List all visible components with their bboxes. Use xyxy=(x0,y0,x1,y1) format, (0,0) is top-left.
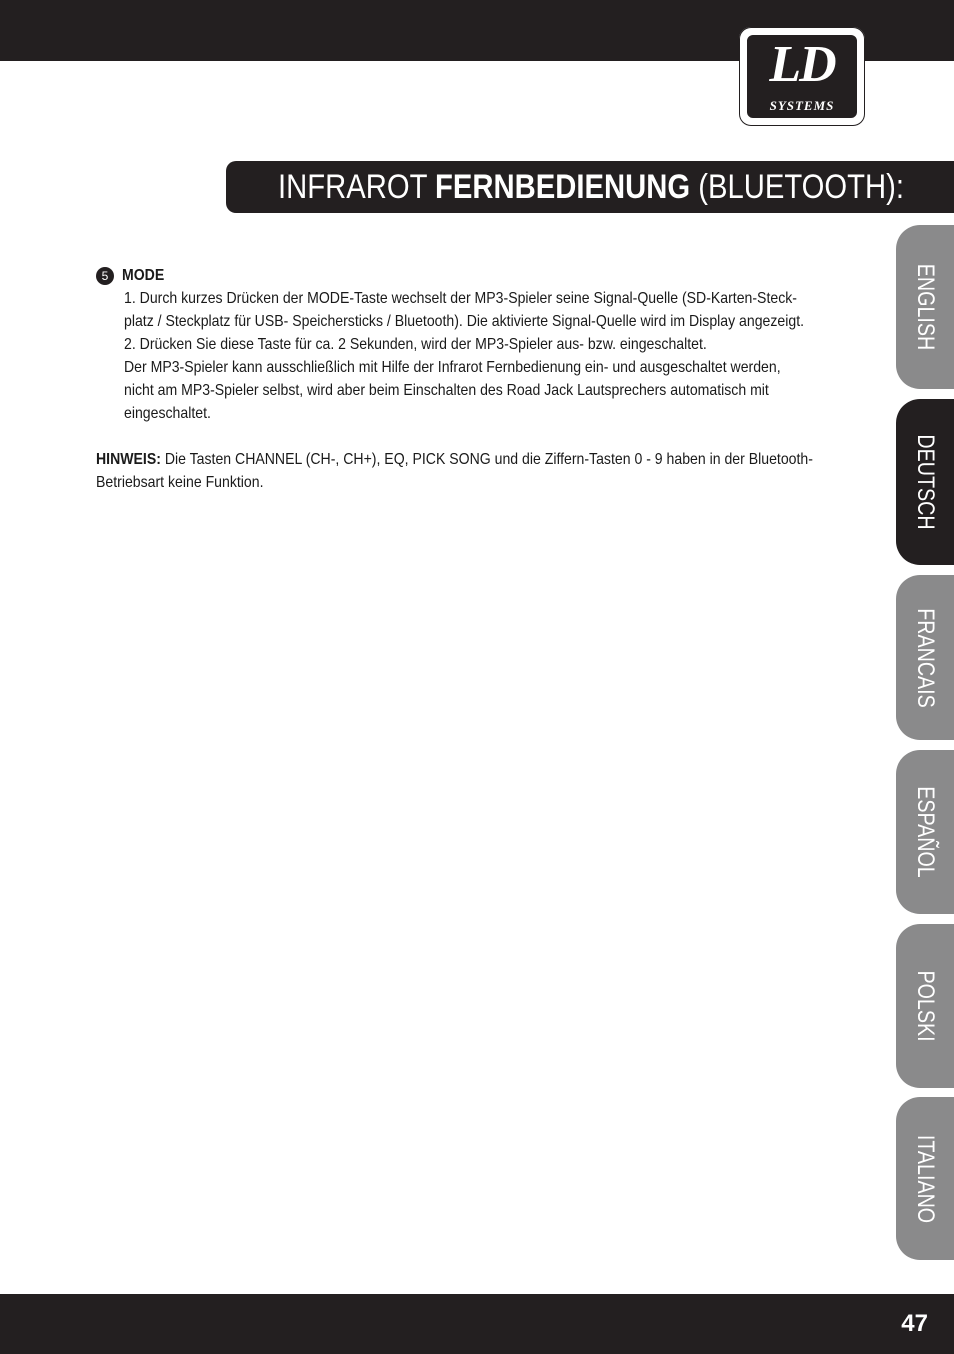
title-bar xyxy=(226,161,954,213)
ld-systems-logo xyxy=(739,27,865,126)
title-part2: FERNBEDIENUNG xyxy=(435,168,691,206)
tab-deutsch-label: DEUTSCH xyxy=(912,434,939,530)
tab-english-label: ENGLISH xyxy=(912,263,939,351)
hint-paragraph xyxy=(96,448,813,471)
tab-italiano-label: ITALIANO xyxy=(912,1134,939,1223)
logo-sub-text: SYSTEMS xyxy=(769,98,835,113)
tab-francais[interactable] xyxy=(896,575,954,740)
body-line: eingeschaltet. xyxy=(124,405,211,422)
hint-paragraph-cont: Betriebsart keine Funktion. xyxy=(96,474,264,491)
section-heading xyxy=(96,264,866,287)
page-number: 47 xyxy=(901,1310,928,1337)
section-number-badge: 5 xyxy=(96,267,114,285)
hint-label: HINWEIS: xyxy=(96,451,161,468)
logo-inner xyxy=(745,33,859,120)
section-body xyxy=(96,287,866,425)
tab-espanol[interactable] xyxy=(896,750,954,914)
body-line: nicht am MP3-Spieler selbst, wird aber beim Einschalten des Road Jack Lautsprechers automatisch mit xyxy=(124,382,769,399)
hint-text: Die Tasten CHANNEL (CH-, CH+), EQ, PICK SONG und die Ziffern-Tasten 0 - 9 haben in der Bluetooth- xyxy=(160,451,813,468)
bottom-bar xyxy=(0,1294,954,1354)
section-title: MODE xyxy=(122,267,165,284)
tab-deutsch[interactable] xyxy=(896,399,954,565)
tab-italiano[interactable] xyxy=(896,1097,954,1260)
tab-polski-label: POLSKI xyxy=(912,970,939,1042)
page-title xyxy=(278,167,904,207)
title-part3: (BLUETOOTH): xyxy=(690,168,905,206)
body-line: platz / Steckplatz für USB- Speichersticks / Bluetooth). Die aktivierte Signal-Quelle wird im Display angezeigt. xyxy=(124,313,805,330)
tab-english[interactable] xyxy=(896,225,954,389)
tab-polski[interactable] xyxy=(896,924,954,1088)
body-line: 2. Drücken Sie diese Taste für ca. 2 Sekunden, wird der MP3-Spieler aus- bzw. eingeschaltet. xyxy=(124,336,707,353)
main-content xyxy=(96,264,866,494)
tab-francais-label: FRANCAIS xyxy=(912,607,939,708)
body-line: Der MP3-Spieler kann ausschließlich mit Hilfe der Infrarot Fernbedienung ein- und ausgeschaltet werden, xyxy=(124,359,781,376)
body-line: 1. Durch kurzes Drücken der MODE-Taste wechselt der MP3-Spieler seine Signal-Quelle (SD-Karten-Steck- xyxy=(124,290,797,307)
tab-espanol-label: ESPAÑOL xyxy=(912,786,939,878)
logo-main-text: LD xyxy=(769,36,835,93)
title-part1: INFRAROT xyxy=(278,168,436,206)
